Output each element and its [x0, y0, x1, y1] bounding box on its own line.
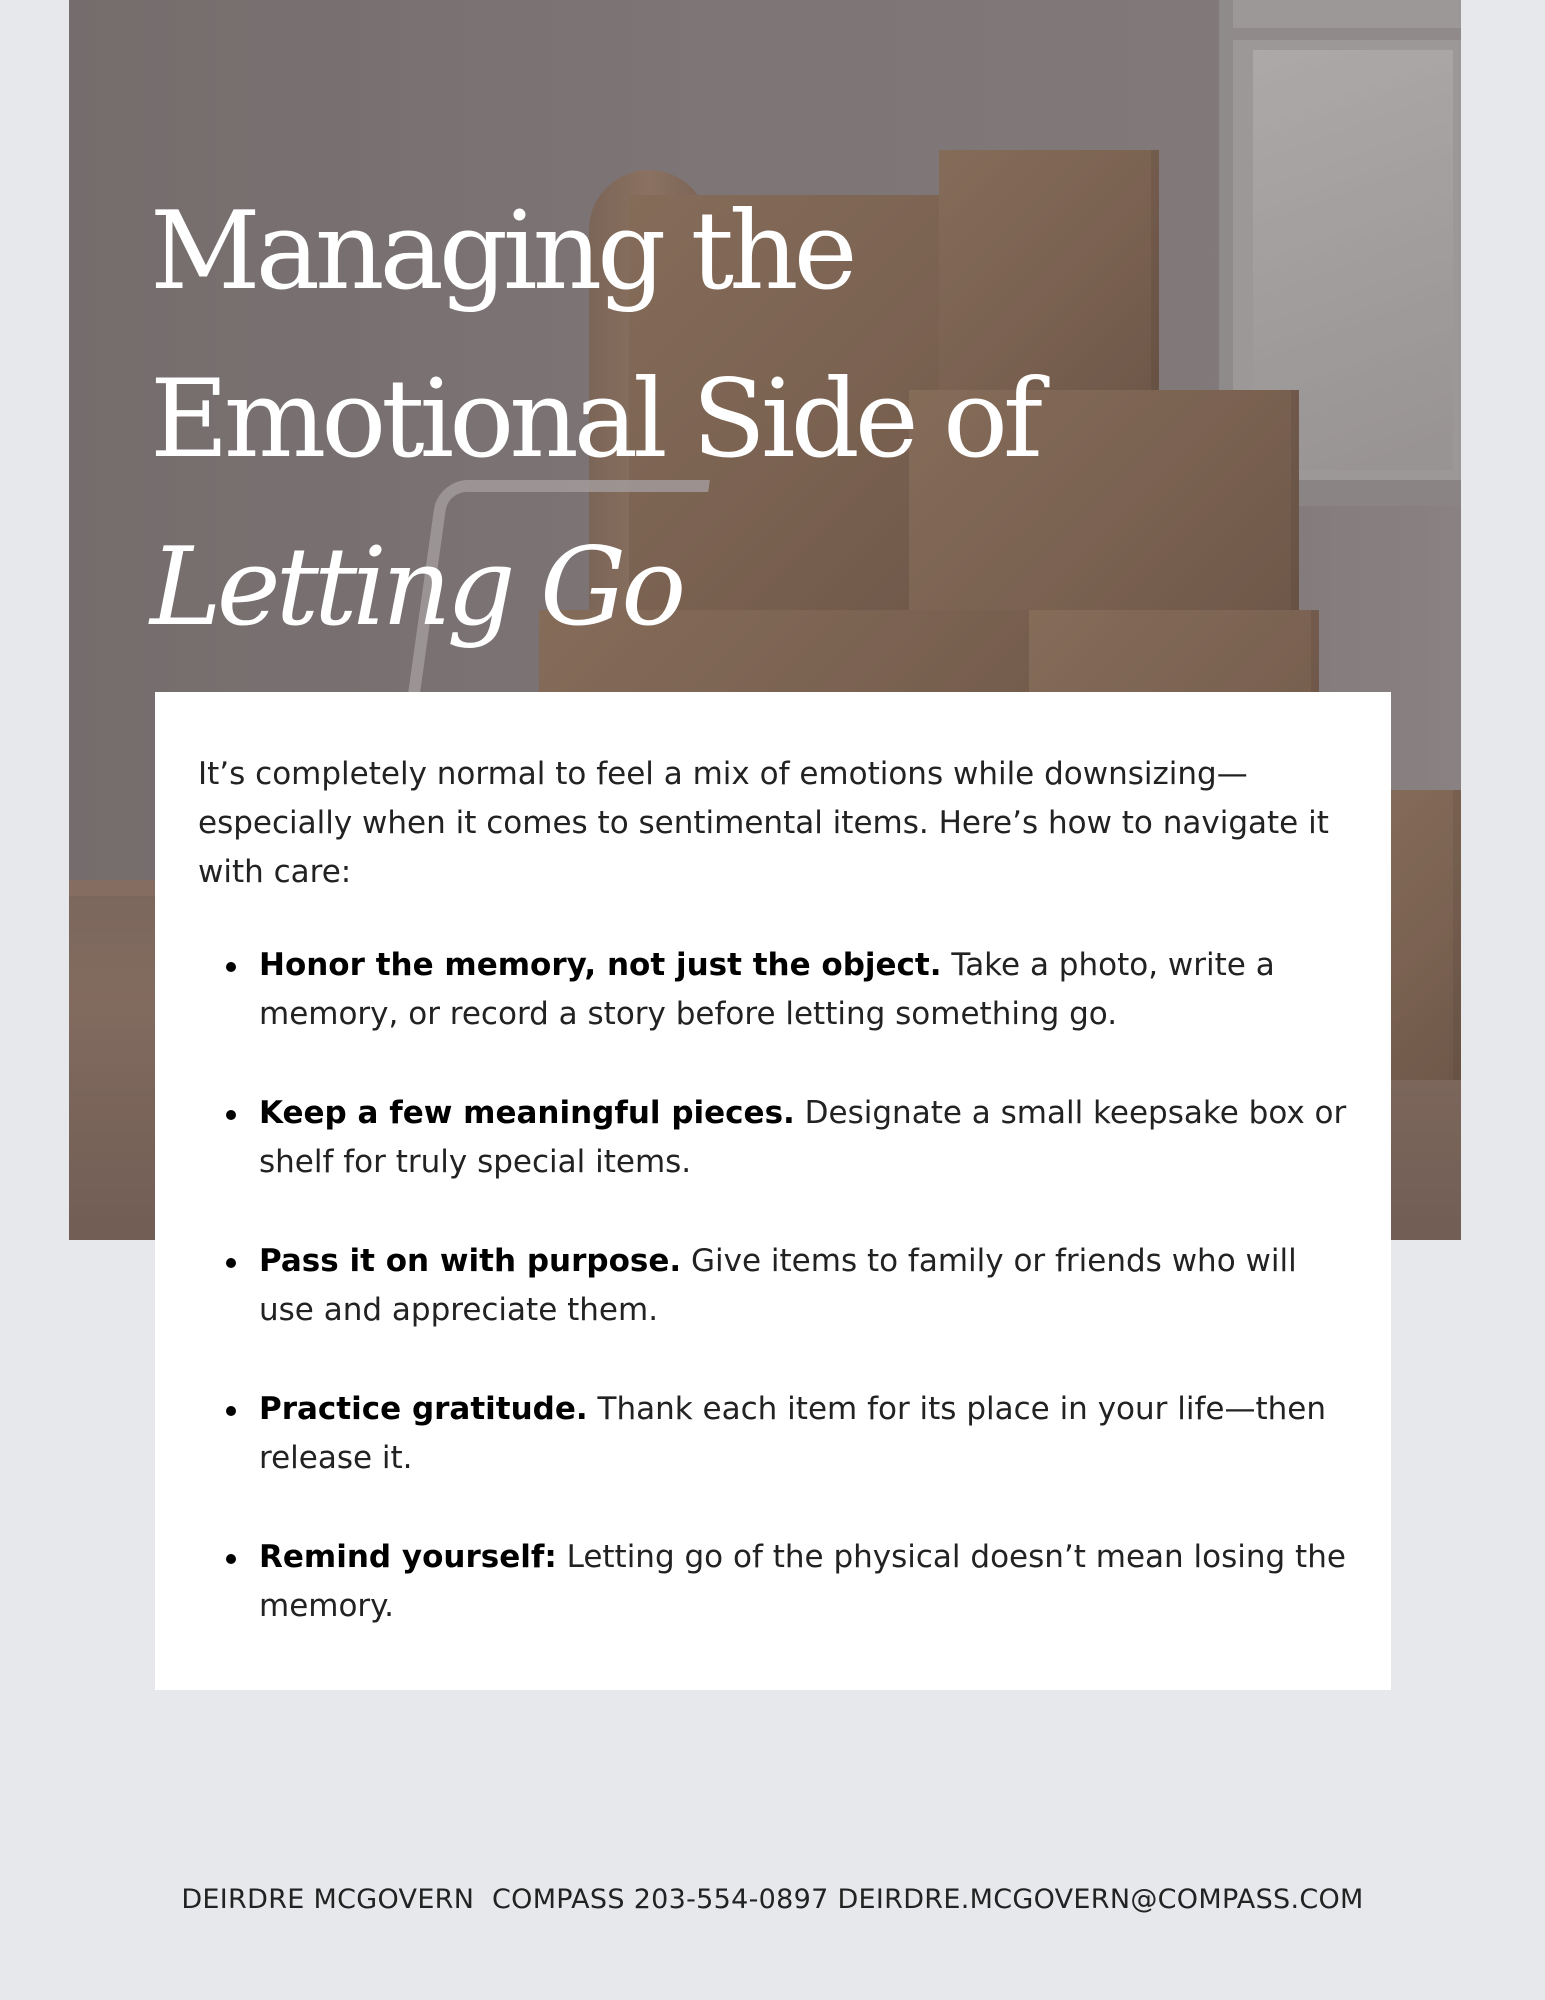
bullet-icon: [226, 1110, 236, 1120]
list-item: [198, 1385, 1351, 1483]
tip-lead: Pass it on with purpose.: [259, 1243, 682, 1279]
tips-list: [198, 941, 1351, 1631]
tip-text: Letting go of the physical doesn’t mean losing the memory.: [259, 1539, 1346, 1624]
tip-text: Thank each item for its place in your life—then release it.: [259, 1391, 1326, 1476]
tip-text: Designate a small keepsake box or shelf for truly special items.: [259, 1095, 1347, 1180]
tip-lead: Remind yourself:: [259, 1539, 557, 1575]
contact-footer: DEIRDRE MCGOVERN COMPASS 203-554-0897 DEIRDRE.MCGOVERN@COMPASS.COM: [181, 1884, 1364, 1915]
list-item: [198, 1237, 1351, 1335]
tip-lead: Keep a few meaningful pieces.: [259, 1095, 795, 1131]
tip-lead: Honor the memory, not just the object.: [259, 947, 942, 983]
bullet-icon: [226, 962, 236, 972]
list-item: [198, 941, 1351, 1039]
intro-paragraph: It’s completely normal to feel a mix of emotions while downsizing—especially when it comes to sentimental items. Here’s how to navigate it with care:: [198, 756, 1329, 890]
list-item: [198, 1533, 1351, 1631]
content-card: [155, 692, 1391, 1690]
tip-text: Give items to family or friends who will use and appreciate them.: [259, 1243, 1297, 1328]
title-line-2: Emotional Side of: [150, 357, 1038, 482]
bullet-icon: [226, 1258, 236, 1268]
page-title: [150, 168, 1150, 672]
bullet-icon: [226, 1406, 236, 1416]
title-line-1: Managing the: [150, 189, 853, 314]
list-item: [198, 1089, 1351, 1187]
tip-text: Take a photo, write a memory, or record a story before letting something go.: [259, 947, 1275, 1032]
tip-lead: Practice gratitude.: [259, 1391, 588, 1427]
title-line-3-italic: Letting Go: [150, 525, 682, 650]
bullet-icon: [226, 1554, 236, 1564]
